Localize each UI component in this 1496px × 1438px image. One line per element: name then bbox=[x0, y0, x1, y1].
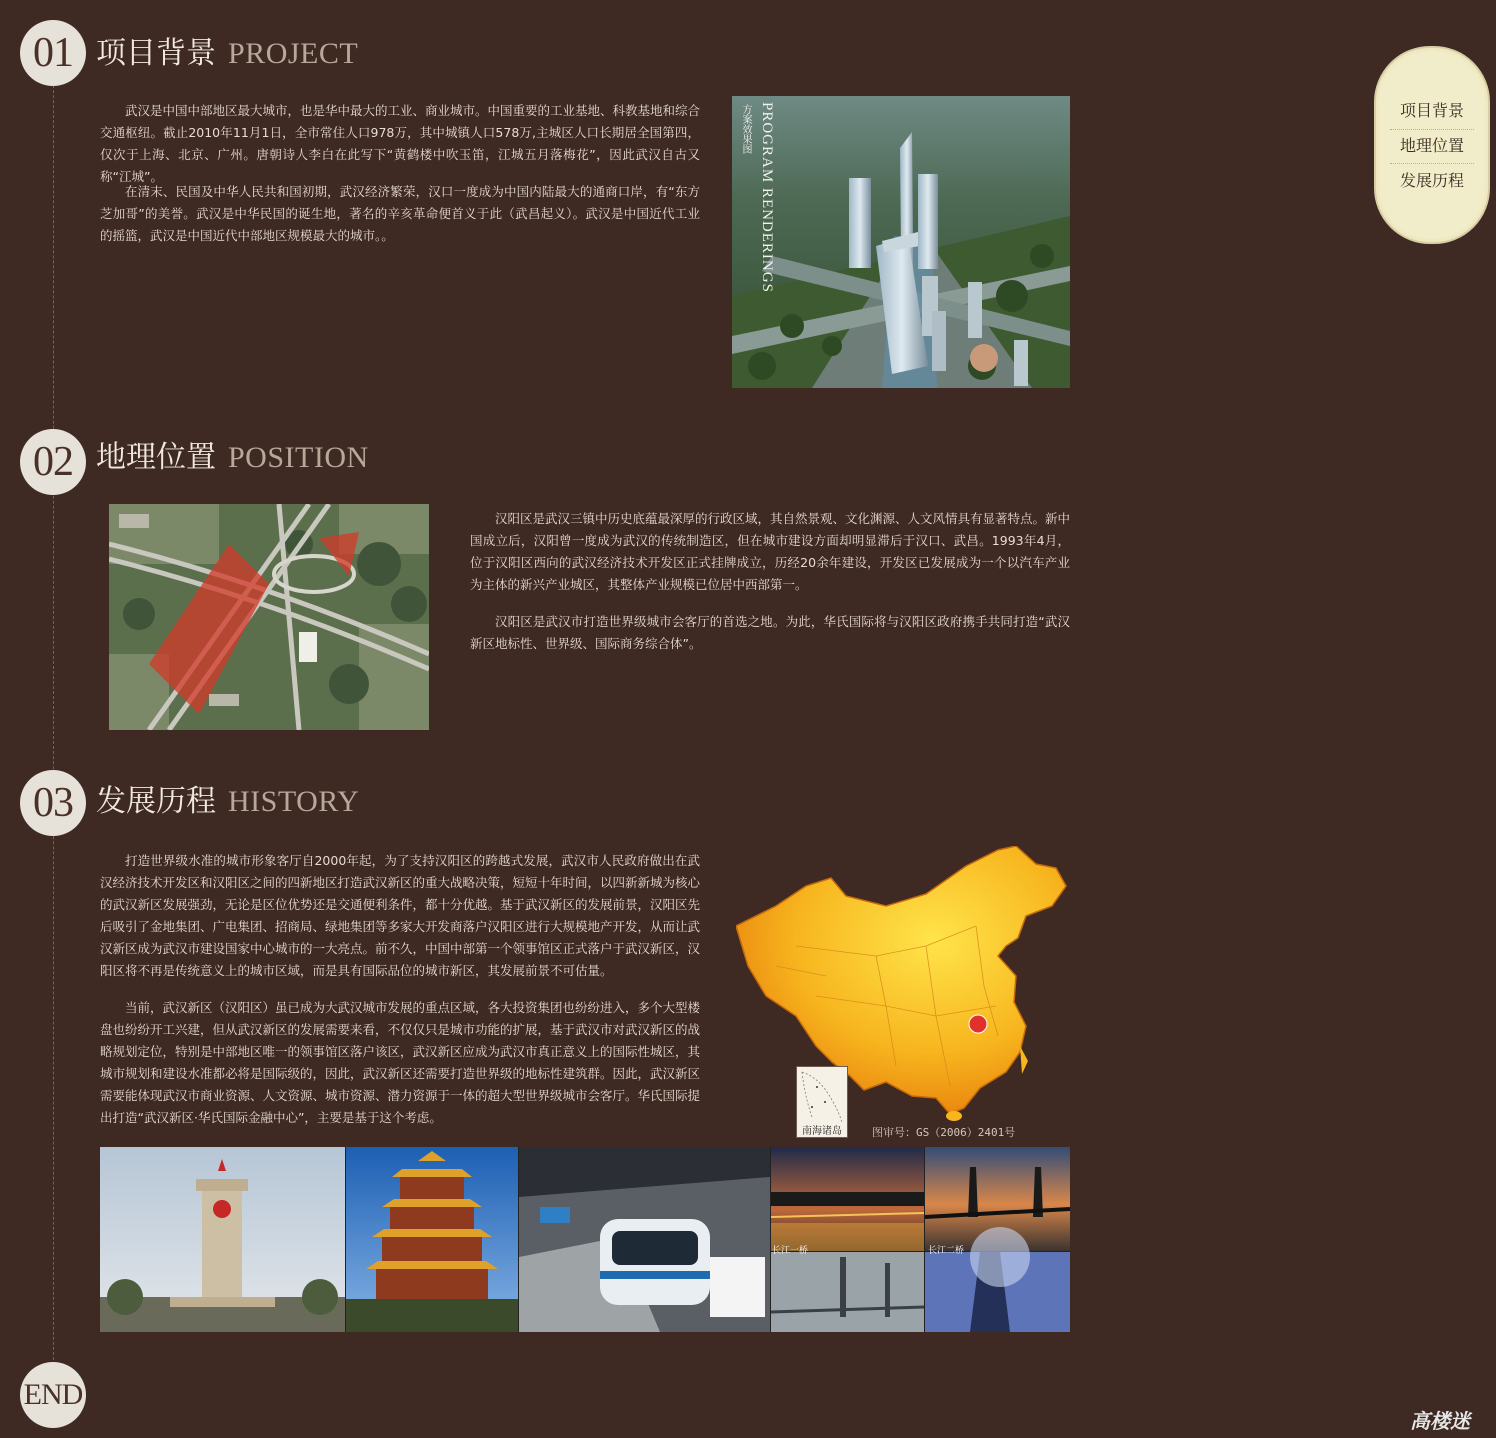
south-sea-islands-inset bbox=[796, 1066, 848, 1138]
watermark-text: 高楼迷 bbox=[1410, 1409, 1470, 1433]
photo-label-bridge-1: 长江一桥 bbox=[772, 1246, 809, 1256]
section-title-cn: 发展历程 bbox=[96, 784, 216, 819]
wuhan-landmarks-illustration bbox=[100, 1147, 1070, 1332]
section-title-en: PROJECT bbox=[228, 37, 359, 70]
nav-item-project[interactable]: 项目背景 bbox=[1399, 101, 1464, 120]
section-title-en: HISTORY bbox=[228, 785, 360, 818]
project-paragraph-2: 在清末、民国及中华人民共和国初期，武汉经济繁荣，汉口一度成为中国内陆最大的通商口岸，有“东方芝加哥”的美誉。武汉是中华民国的诞生地，著名的辛亥革命便首义于此（武昌起义）。武汉是中国近代工业的摇篮，武汉是中国近代中部地区规模最大的城市。。 bbox=[100, 184, 700, 243]
section-title-cn: 项目背景 bbox=[96, 36, 216, 71]
section-title-history bbox=[96, 782, 359, 822]
timeline-dashed-line bbox=[53, 20, 54, 1400]
photo-label-bridge-2: 长江二桥 bbox=[928, 1246, 965, 1256]
position-paragraph-2: 汉阳区是武汉市打造世界级城市会客厅的首选之地。为此，华氏国际将与汉阳区政府携手共同打造“武汉新区地标性、世界级、国际商务综合体”。 bbox=[470, 614, 1070, 651]
history-paragraph-2: 当前，武汉新区（汉阳区）虽已成为大武汉城市发展的重点区域，各大投资集团也纷纷进入，多个大型楼盘也纷纷开工兴建，但从武汉新区的发展需要来看，不仅仅只是城市功能的扩展，基于武汉市对武汉新区的战略规划定位，特别是中部地区唯一的领事馆区落户该区，武汉新区应成为武汉市真正意义上的国际性城区，其城市规划和建设水准都必将是国际级的，因此，武汉新区还需要打造世界级的地标性建筑群。因此，武汉新区需要能体现武汉市商业资源、人文资源、城市资源、潜力资源于一体的超大型世界级城市会客厅。华氏国际提出打造“武汉新区·华氏国际金融中心”，主要是基于这个考虑。 bbox=[100, 1000, 701, 1125]
project-paragraph-1: 武汉是中国中部地区最大城市，也是华中最大的工业、商业城市。中国重要的工业基地、科教基地和综合交通枢纽。截止2010年11月1日，全市常住人口978万，其中城镇人口578万,主城区人口长期居全国第四，仅次于上海、北京、广州。唐朝诗人李白在此写下“黄鹤楼中吹玉笛，江城五月落梅花”，因此武汉自古又 称“江城”。 bbox=[100, 103, 701, 184]
wuhan-photo-strip bbox=[100, 1147, 1070, 1332]
section-title-position bbox=[96, 438, 369, 478]
tower-rendering-illustration bbox=[732, 96, 1070, 388]
south-sea-islands-illustration bbox=[797, 1067, 847, 1123]
section-title-cn: 地理位置 bbox=[96, 440, 216, 475]
nav-item-history[interactable]: 发展历程 bbox=[1399, 171, 1464, 190]
end-marker: END bbox=[20, 1362, 86, 1428]
satellite-map-image bbox=[109, 504, 429, 730]
position-paragraph-1: 汉阳区是武汉三镇中历史底蕴最深厚的行政区域，其自然景观、文化渊源、人文风情具有显著特点。新中国成立后，汉阳曾一度成为武汉的传统制造区，但在城市建设方面却明显滞后于汉口、武昌。1993年4月，位于汉阳区西向的武汉经济技术开发区正式挂牌成立，历经20余年建设，开发区已发展成为一个以汽车产业为主体的新兴产业城区，其整体产业规模已位居中西部第一。 bbox=[470, 511, 1071, 592]
history-paragraph-1: 打造世界级水准的城市形象客厅自2000年起，为了支持汉阳区的跨越式发展，武汉市人民政府做出在武汉经济技术开发区和汉阳区之间的四新地区打造武汉新区的重大战略决策，短短十年时间，以四新新城为核心的武汉新区发展强劲，无论是区位优势还是交通便利条件，都十分优越。基于武汉新区的发展前景，汉阳区先后吸引了金地集团、广电集团、招商局、绿地集团等多家大开发商落户汉阳区进行大规模地产开发，从而让武汉新区成为武汉市建设国家中心城市的一大亮点。前不久，中国中部第一个领事馆区正式落户于武汉新区，汉阳区将不再是传统意义上的城市区域，而是具有国际品位的城市新区，其发展前景不可估量。 bbox=[100, 853, 701, 978]
section-number-02: 02 bbox=[20, 429, 86, 495]
section-title-en: POSITION bbox=[228, 441, 369, 474]
rendering-caption-cn: 方案效果图 bbox=[740, 104, 751, 154]
section-number-01: 01 bbox=[20, 20, 86, 86]
section-title-project bbox=[96, 34, 358, 74]
section-number-03: 03 bbox=[20, 770, 86, 836]
china-map-illustration bbox=[736, 846, 1070, 1122]
nav-item-position[interactable]: 地理位置 bbox=[1399, 136, 1464, 155]
section-side-nav bbox=[1374, 46, 1490, 244]
map-approval-number: 图审号：GS（2006）2401号 bbox=[872, 1126, 1016, 1139]
south-sea-islands-label: 南海诸岛 bbox=[802, 1126, 842, 1137]
watermark-logo bbox=[1410, 1405, 1492, 1433]
satellite-site-illustration bbox=[109, 504, 429, 730]
program-rendering-image bbox=[732, 96, 1070, 388]
rendering-caption-en: PROGRAM RENDERINGS bbox=[759, 102, 775, 293]
